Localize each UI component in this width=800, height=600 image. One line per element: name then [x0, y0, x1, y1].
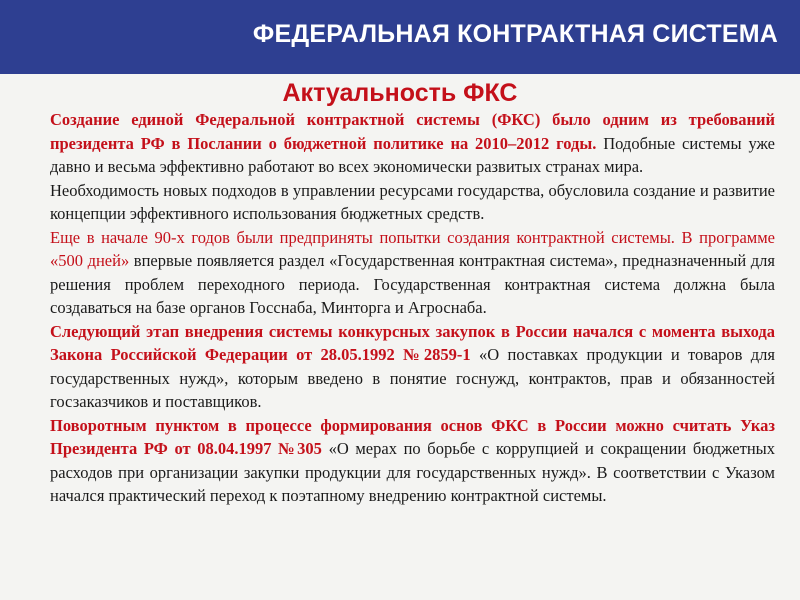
paragraph-1	[50, 108, 775, 179]
paragraph-5	[50, 414, 775, 508]
slide-title: Актуальность ФКС	[282, 79, 518, 107]
paragraph-1-highlight: Создание единой Федеральной контрактной системы (ФКС) было одним из требований президента РФ в Послании о бюджетной политике на 2010–2012 годы.	[50, 110, 775, 153]
header-bar	[0, 0, 800, 74]
paragraph-3-text: впервые появляется раздел «Государственная контрактная система», предназначенный для решения проблем переходного периода. Государственная контрактная система должна была создаваться на базе органов Госснаба, Минторга и Агроснаба.	[50, 251, 775, 317]
paragraph-5-highlight: Поворотным пунктом в процессе формирования основ ФКС в России можно считать Указ Президента РФ от 08.04.1997 №305	[50, 415, 775, 458]
paragraph-1-text: Подобные системы уже давно и весьма эффективно работают во всех экономически развитых странах мира.	[50, 133, 775, 176]
slide-body	[50, 108, 775, 508]
paragraph-4-highlight: Следующий этап внедрения системы конкурсных закупок в России начался с момента выхода Закона Российской Федерации от 28.05.1992 №2859-1	[50, 321, 775, 364]
paragraph-3-highlight: Еще в начале 90-х годов были предприняты попытки создания контрактной системы. В программе «500 дней»	[50, 227, 775, 270]
header-title: ФЕДЕРАЛЬНАЯ КОНТРАКТНАЯ СИСТЕМА	[252, 20, 778, 48]
paragraph-4-text: «О поставках продукции и товаров для государственных нужд», которым введено в понятие госнужд, контрактов, прав и обязанностей госзаказчиков и поставщиков.	[50, 345, 775, 411]
paragraph-2-text: Необходимость новых подходов в управлении ресурсами государства, обусловила создание и развитие концепции эффективного использования бюджетных средств.	[50, 180, 775, 223]
paragraph-4	[50, 320, 775, 414]
paragraph-3	[50, 226, 775, 320]
paragraph-5-text: «О мерах по борьбе с коррупцией и сокращении бюджетных расходов при организации закупки продукции для государственных нужд». В соответствии с Указом начался практический переход к поэтапному внедрению контрактной системы.	[50, 439, 775, 505]
paragraph-2	[50, 179, 775, 226]
